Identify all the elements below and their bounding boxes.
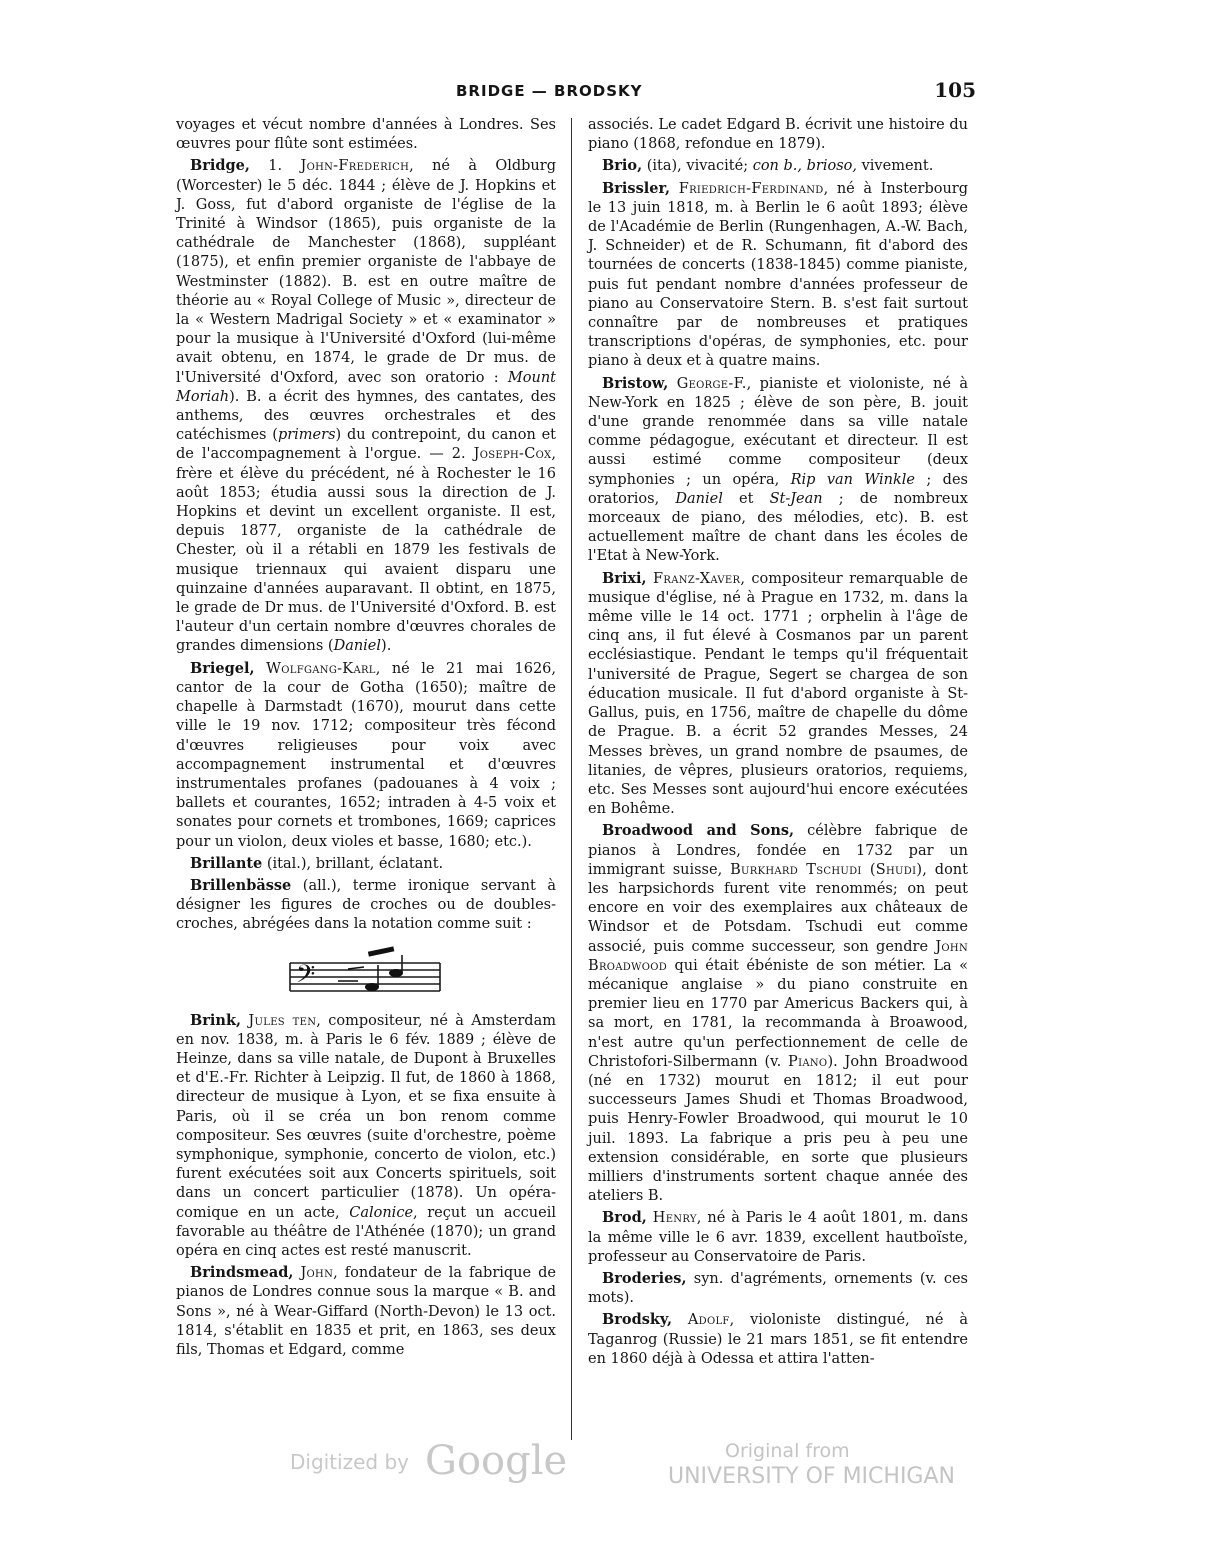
person-name: Jules ten: [248, 1012, 317, 1029]
headword: Brissler,: [602, 179, 671, 197]
digitization-watermark: [0, 1438, 1207, 1498]
entry-text: ; des oratorios,: [588, 471, 968, 507]
headword: Brink,: [190, 1011, 242, 1029]
entry-text: ). John Broadwood (né en 1732) mourut en 1812; il eut pour successeurs James Shudi et Thomas Broadwood, puis Henry-Fowler Broadwood, qui mourut le 10 juil. 1893. La fabrique a pris peu à peu une extension considérable, en sorte que plusieurs milliers d'instruments sortent chaque année des ateliers B.: [588, 1053, 968, 1205]
entry-brixi: [588, 569, 968, 820]
left-column: [176, 116, 556, 1362]
entry-text: , né à Paris le 4 août 1801, m. dans la même ville le 6 avr. 1839, excellent hautboïste, professeur au Conservatoire de Paris.: [588, 1210, 969, 1265]
entry-text: célèbre fabrique de pianos à Londres, fondée en 1732 par un immigrant suisse,: [588, 823, 968, 878]
entry-broadwood: [588, 821, 968, 1206]
entry-text: , né le 21 mai 1626, cantor de la cour de Gotha (1650); maître de chapelle à Darmstadt (1670), mourut dans cette ville le 19 nov. 1712; compositeur très fécond d'œuvres religieuses pour voix avec accompagnement instrumental et d'œuvres instrumentales profanes (padouanes à 4 voix ; ballets et courantes, 1652; intraden à 4-5 voix et sonates pour cornets et trombones, 1669; caprices pour un violon, deux violes et basse, 1680; etc.).: [176, 660, 556, 850]
work-title: St-Jean: [769, 490, 823, 507]
entry-text: , frère et élève du précédent, né à Rochester le 16 août 1853; étudia aussi sous la direction de J. Hopkins et devint un excellent organiste. Il est, depuis 1877, organiste de la cathédrale de Chester, où il a rétabli en 1879 les festivals de musique triennaux qui avaient disparu une quinzaine d'années auparavant. Il obtint, en 1875, le grade de Dr mus. de l'Université d'Oxford. B. est l'auteur d'un certain nombre d'œuvres chorales de grandes dimensions (: [176, 446, 556, 655]
column-divider: [571, 118, 572, 1440]
headword: Briegel,: [190, 659, 255, 677]
page-header: [176, 78, 976, 108]
person-name: Franz-Xaver: [653, 570, 741, 587]
bass-clef-staff-icon: [286, 943, 446, 1001]
digitized-by-label: Digitized by: [290, 1450, 409, 1474]
headword: Brio,: [602, 157, 643, 175]
person-name: John: [300, 1265, 334, 1282]
person-name: George-F.: [676, 375, 747, 392]
entry-brio: [588, 156, 968, 176]
entry-text: syn. d'agréments, ornements (v. ces mots).: [588, 1270, 968, 1307]
cross-reference: Piano: [788, 1053, 828, 1070]
entry-bristow: [588, 374, 968, 567]
google-logo: Google: [425, 1438, 568, 1484]
entry-continuation: voyages et vécut nombre d'années à Londres. Ses œuvres pour flûte sont estimées.: [176, 117, 556, 153]
work-title: primers: [277, 427, 336, 444]
person-name: John Broadwood: [588, 938, 968, 974]
entry-text: , né à Oldburg (Worcester) le 5 déc. 1844 ; élève de J. Hopkins et J. Goss, fut d'abord organiste de l'église de la Trinité à Windsor (1865), puis organiste de la cathédrale de Manchester (1868), suppléant (1875), et enfin premier organiste de l'abbaye de Westminster (1882). B. est en outre maître de théorie au « Royal College of Music », directeur de la « Western Madrigal Society » et « examinator » pour la musique à l'Université d'Oxford (lui-même avait obtenu, en 1874, le grade de Dr mus. de l'Université d'Oxford, avec son oratorio :: [176, 158, 556, 386]
entry-text: 1.: [249, 158, 301, 175]
person-name: Friedrich-Ferdinand: [678, 180, 824, 197]
entry-brodsky: [588, 1310, 968, 1369]
headword: Brod,: [602, 1209, 647, 1227]
entry-text: , violoniste distingué, né à Taganrog (Russie) le 21 mars 1851, se fit entendre en 1860 déjà à Odessa et attira l'atten-: [588, 1312, 968, 1367]
entry-text: , compositeur remarquable de musique d'église, né à Prague en 1732, m. dans la même ville le 14 oct. 1771 ; orphelin à l'âge de cinq ans, il fut élevé à Cosmanos par un parent ecclésiastique. Pendant le temps qu'il fréquentait l'université de Prague, Segert se chargea de son éducation musicale. Il fut d'abord organiste à St-Gallus, puis, en 1756, maître de chapelle du dôme de Prague. B. a écrit 52 grandes Messes, 24 Messes brèves, un grand nombre de psaumes, de litanies, de vêpres, plusieurs oratorios, requiems, etc. Ses Messes sont aujourd'hui encore exécutées en Bohême.: [588, 570, 969, 818]
person-name: Burkhard Tschudi (Shudi): [730, 861, 923, 878]
entry-brillenbasse: [176, 876, 556, 935]
entry-brissler: [588, 179, 968, 372]
entry-text: , dont les harpsichords furent vite renommés; on peut encore en voir des exemplaires aux châteaux de Windsor et de Potsdam. Tschudi eut comme associé, puis comme successeur, son gendre: [588, 861, 968, 955]
work-title: Rip van Winkle: [790, 471, 916, 488]
entry-text: ).: [381, 638, 392, 655]
entry-continuation: associés. Le cadet Edgard B. écrivit une histoire du piano (1868, refondue en 1879).: [588, 117, 968, 153]
italic-term: con b., brioso,: [752, 158, 857, 175]
entry-text: (ital.), brillant, éclatant.: [262, 855, 444, 872]
entry-brink: [176, 1011, 556, 1262]
entry-text: ; de nombreux morceaux de piano, des mélodies, etc). B. est actuellement maître de chant dans les écoles de l'Etat à New-York.: [588, 490, 968, 565]
headword: Bristow,: [602, 374, 669, 392]
work-title: Daniel: [675, 490, 723, 507]
work-title: Calonice: [349, 1204, 414, 1221]
svg-text:𝄢: 𝄢: [296, 959, 316, 995]
person-name: Henry: [652, 1210, 697, 1227]
entry-text: (ita), vivacité;: [642, 158, 753, 175]
headword: Brindsmead,: [190, 1264, 294, 1282]
person-name: Joseph-Cox: [473, 446, 552, 463]
entry-text: vivement.: [856, 158, 934, 175]
headword: Broderies,: [602, 1269, 687, 1287]
headword: Bridge,: [190, 157, 250, 175]
work-title: Daniel: [333, 638, 382, 655]
entry-text: , fondateur de la fabrique de pianos de Londres connue sous la marque « B. and Sons », né à Wear-Giffard (North-Devon) le 13 oct. 1814, s'établit en 1835 et prit, en 1863, ses deux fils, Thomas et Edgard, comme: [176, 1265, 556, 1358]
entry-text: , compositeur, né à Amsterdam en nov. 1838, m. à Paris le 6 fév. 1889 ; élève de Heinze, dans sa ville natale, de Dupont à Bruxelles et d'E.-Fr. Richter à Leipzig. Il fut, de 1860 à 1868, directeur de musique à Lyon, et se fixa ensuite à Paris, où il se créa un bon renom comme compositeur. Ses œuvres (suite d'orchestre, poème symphonique, symphonie, concerto de violon, etc.) furent exécutées soit aux Concerts spirituels, soit dans un concert particulier (1878). Un opéra-comique en un acte,: [176, 1012, 556, 1221]
person-name: Wolfgang-Karl: [266, 660, 376, 677]
entry-text: , reçut un accueil favorable au théâtre de l'Athénée (1870); un grand opéra en cinq actes est resté manuscrit.: [176, 1204, 556, 1259]
person-name: John-Frederich: [300, 158, 410, 175]
entry-bridge: [176, 156, 556, 656]
original-from-label: Original from: [725, 1440, 850, 1462]
entry-briegel: [176, 659, 556, 852]
music-notation-figure: [176, 943, 556, 1001]
entry-text: et: [722, 490, 770, 507]
headword: Broadwood and Sons,: [602, 822, 795, 840]
running-head: BRIDGE — BRODSKY: [456, 82, 643, 100]
entry-text: ) du contrepoint, du canon et de l'accompagnement à l'orgue. — 2.: [176, 427, 556, 463]
page-number: 105: [934, 78, 976, 102]
university-label: UNIVERSITY OF MICHIGAN: [668, 1464, 955, 1489]
headword: Brixi,: [602, 569, 647, 587]
entry-brillante: [176, 854, 556, 874]
entry-text: ). B. a écrit des hymnes, des cantates, des anthems, des œuvres orchestrales et des catéchismes (: [176, 388, 556, 444]
headword: Brodsky,: [602, 1311, 673, 1329]
entry-broderies: [588, 1269, 968, 1308]
right-column: [588, 116, 968, 1371]
entry-text: (all.), terme ironique servant à désigner les figures de croches ou de doubles-croches, abrégées dans la notation comme suit :: [176, 877, 556, 933]
entry-text: , pianiste et violoniste, né à New-York en 1825 ; élève de son père, B. jouit d'une grande renommée dans sa ville natale comme pédagogue, exécutant et directeur. Il est aussi estimé comme compositeur (deux symphonies ; un opéra,: [588, 375, 968, 488]
headword: Brillenbässe: [190, 876, 292, 894]
entry-brod: [588, 1208, 968, 1267]
entry-brindsmead: [176, 1263, 556, 1360]
entry-text: , né à Insterbourg le 13 juin 1818, m. à Berlin le 6 août 1893; élève de l'Académie de Berlin (Rungenhagen, A.-W. Bach, J. Schneider) et de R. Schumann, fit d'abord des tournées de concerts (1838-1845) comme pianiste, puis fut pendant nombre d'années professeur de piano au Conservatoire Stern. B. s'est fait surtout connaître par de nombreuses et pratiques transcriptions d'opéras, de symphonies, etc. pour piano à deux et à quatre mains.: [588, 180, 969, 370]
entry-text: qui était ébéniste de son métier. La « mécanique anglaise » du piano construite en premier lieu en 1770 par Americus Backers qui, à sa mort, en 1781, la recommanda à Broawood, n'est autre qu'un perfectionnement de celle de Christofori-Silbermann (v.: [588, 957, 968, 1070]
person-name: Adolf: [687, 1312, 730, 1329]
work-title: Mount Moriah: [176, 369, 556, 405]
headword: Brillante: [190, 854, 263, 872]
